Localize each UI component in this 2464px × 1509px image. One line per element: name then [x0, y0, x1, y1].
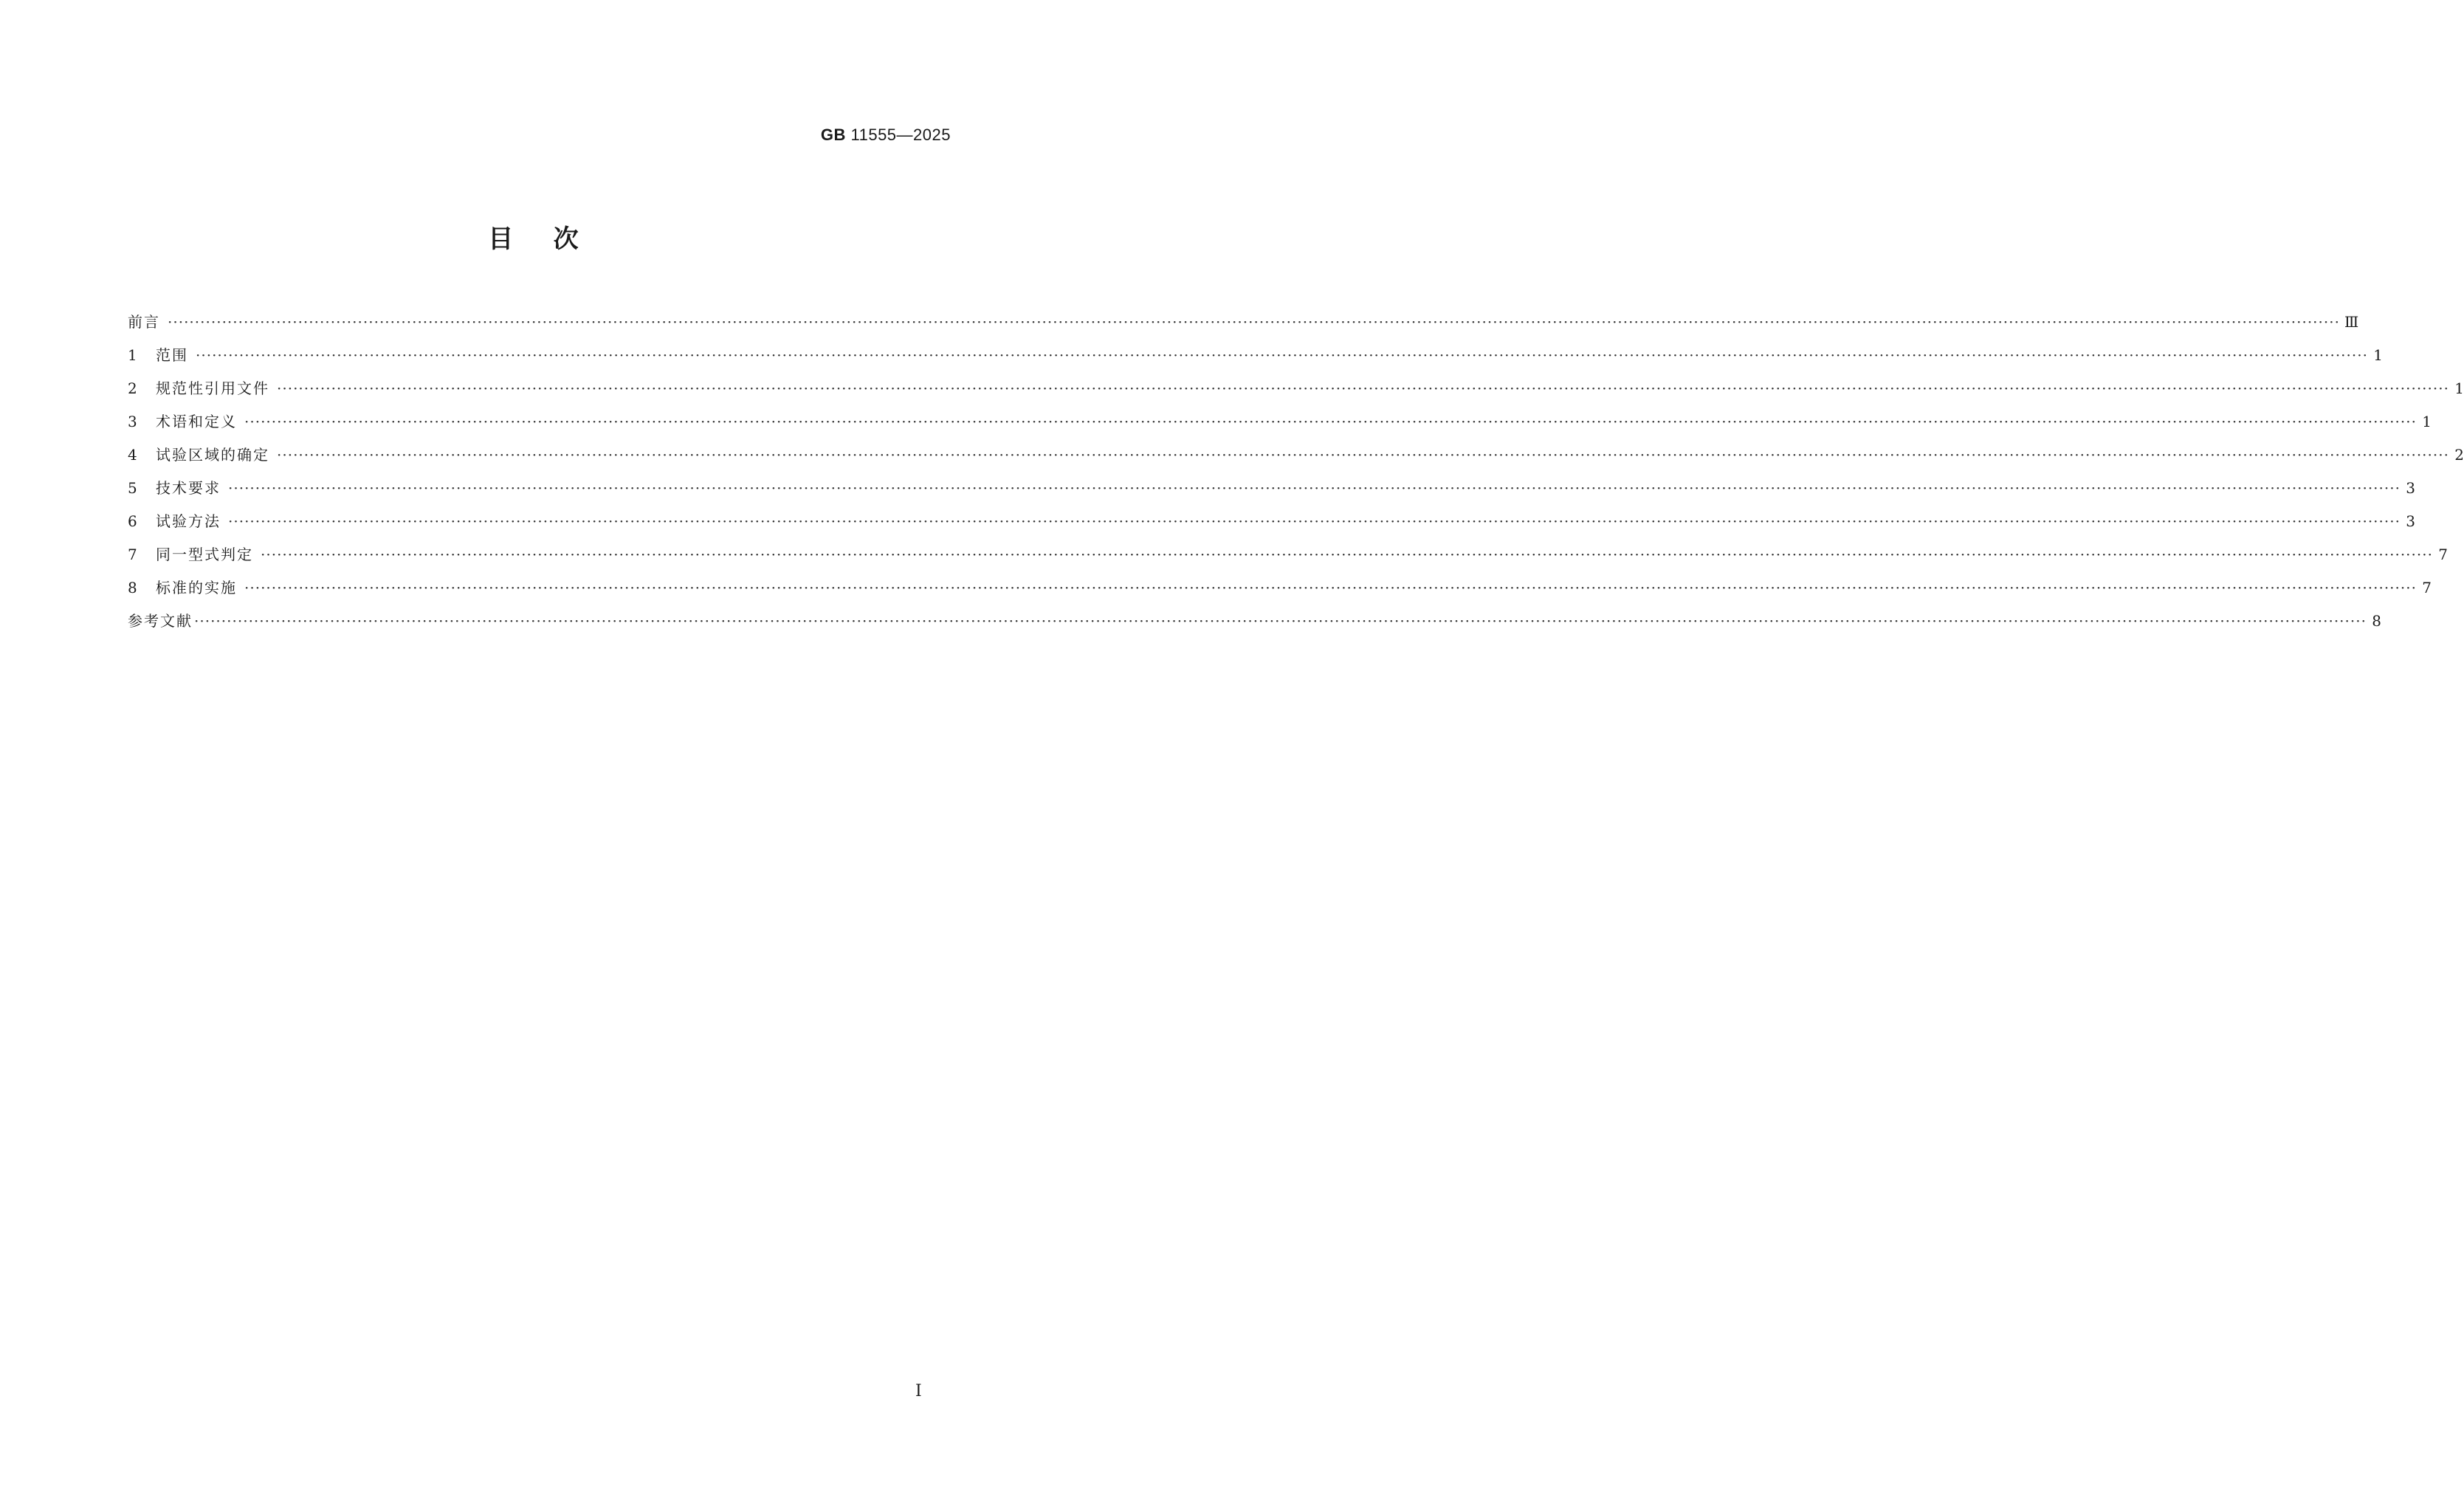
dot-leader: ················································································································································································································································································································································································································	[244, 579, 2417, 597]
standard-number: 11555—2025	[850, 126, 951, 144]
toc-entry-page: 8	[2372, 612, 2381, 630]
page-title: 目次	[488, 224, 619, 254]
toc-entry-number: 7	[128, 546, 137, 563]
toc-entry-number: 1	[128, 346, 137, 364]
toc-entry-label: 试验区域的确定	[156, 446, 269, 464]
toc-entry-5[interactable]	[128, 472, 2415, 505]
dot-leader: ················································································································································································································································································································································································································	[194, 612, 2367, 630]
toc-entry-number: 2	[128, 379, 137, 397]
toc-entry-label: 规范性引用文件	[156, 379, 269, 397]
toc-entry-label: 试验方法	[156, 512, 221, 530]
toc-entry-page: 7	[2422, 579, 2432, 597]
toc-entry-foreword[interactable]	[128, 306, 2359, 339]
toc-entry-4[interactable]	[128, 439, 2464, 472]
dot-leader: ················································································································································································································································································································································································································	[277, 379, 2449, 397]
toc-entry-page: 1	[2454, 379, 2464, 397]
toc-entry-3[interactable]	[128, 405, 2432, 439]
toc-entry-number: 6	[128, 512, 137, 530]
toc-entry-label: 范围	[156, 346, 188, 364]
toc-entry-label: 标准的实施	[156, 579, 237, 597]
dot-leader: ················································································································································································································································································································································································································	[261, 546, 2433, 563]
standard-code	[821, 126, 951, 145]
toc-entry-2[interactable]	[128, 372, 2464, 405]
toc-entry-label: 参考文献	[128, 612, 193, 630]
toc-entry-references[interactable]	[128, 605, 2381, 638]
toc-entry-page: 1	[2422, 413, 2432, 430]
dot-leader: ················································································································································································································································································································································································································	[228, 512, 2401, 530]
toc-entry-number: 4	[128, 446, 137, 464]
dot-leader: ················································································································································································································································································································································································································	[196, 346, 2368, 364]
dot-leader: ················································································································································································································································································································································································································	[244, 413, 2417, 430]
toc-entry-page: 7	[2438, 546, 2448, 563]
toc-entry-number: 8	[128, 579, 137, 597]
dot-leader: ················································································································································································································································································································································································································	[277, 446, 2449, 464]
toc-entry-label: 术语和定义	[156, 413, 237, 430]
toc-entry-page: 2	[2454, 446, 2464, 464]
toc-entry-label: 前言	[128, 313, 160, 331]
toc-entry-number: 3	[128, 413, 137, 430]
page-number: I	[915, 1382, 922, 1400]
dot-leader: ················································································································································································································································································································································································································	[168, 313, 2340, 331]
toc-entry-number: 5	[128, 479, 137, 497]
toc-entry-page: Ⅲ	[2344, 313, 2359, 331]
toc-entry-page: 3	[2406, 512, 2415, 530]
toc-entry-page: 1	[2373, 346, 2383, 364]
toc-entry-7[interactable]	[128, 538, 2448, 571]
toc-entry-6[interactable]	[128, 505, 2415, 538]
toc-entry-8[interactable]	[128, 571, 2432, 605]
toc-entry-label: 技术要求	[156, 479, 221, 497]
toc-entry-page: 3	[2406, 479, 2415, 497]
table-of-contents	[128, 306, 2464, 638]
toc-entry-label: 同一型式判定	[156, 546, 253, 563]
standard-prefix: GB	[820, 126, 846, 144]
toc-entry-1[interactable]	[128, 339, 2383, 372]
dot-leader: ················································································································································································································································································································································································································	[228, 479, 2401, 497]
